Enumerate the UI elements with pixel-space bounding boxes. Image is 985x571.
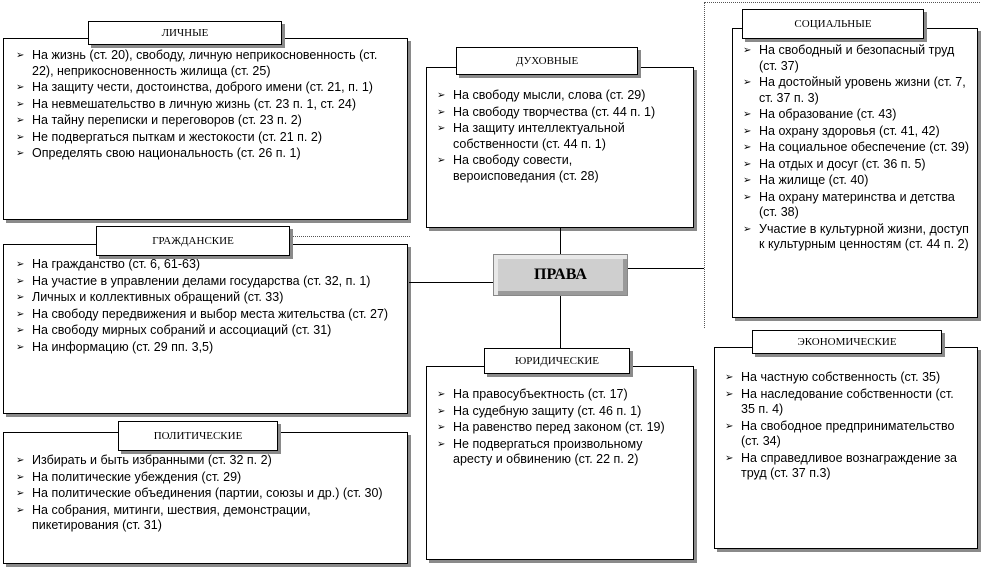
list-item: ➢ На наследование собственности (ст. 35 п. 4)	[725, 386, 954, 416]
economic-rights-list	[719, 370, 969, 483]
spiritual-rights-list	[431, 88, 671, 185]
arrow-bullet-icon: ➢	[16, 98, 25, 110]
economic-rights-box	[714, 347, 978, 549]
list-item: ➢ На охрану материнства и детства (ст. 38)	[743, 189, 955, 219]
list-item: ➢ Избирать и быть избранными (ст. 32 п. 2)	[16, 453, 272, 467]
personal-rights-title: ЛИЧНЫЕ	[88, 21, 282, 45]
political-rights-box	[3, 432, 408, 564]
civil-rights-title: ГРАЖДАНСКИЕ	[96, 226, 290, 256]
dotted-connector-vertical	[704, 2, 705, 328]
list-item: ➢ На информацию (ст. 29 пп. 3,5)	[16, 339, 214, 354]
list-item: ➢ На тайну переписки и переговоров (ст. 23 п. 2)	[16, 113, 302, 127]
list-item: ➢ На правосубъектность (ст. 17)	[437, 387, 628, 401]
political-rights-title: ПОЛИТИЧЕСКИЕ	[118, 421, 278, 451]
list-item: ➢ На свободный и безопасный труд (ст. 37)	[743, 43, 955, 73]
arrow-bullet-icon: ➢	[437, 438, 446, 450]
list-item: ➢ На отдых и досуг (ст. 36 п. 5)	[743, 156, 926, 171]
arrow-bullet-icon: ➢	[16, 325, 25, 336]
arrow-bullet-icon: ➢	[16, 292, 25, 303]
list-item: ➢ Не подвергаться пыткам и жестокости (ст. 21 п. 2)	[16, 129, 322, 144]
list-item: ➢ На собрания, митинги, шествия, демонстрации, пикетирования (ст. 31)	[16, 502, 311, 532]
arrow-bullet-icon: ➢	[743, 142, 752, 153]
arrow-bullet-icon: ➢	[437, 422, 446, 433]
list-item: ➢ На охрану здоровья (ст. 41, 42)	[743, 123, 940, 138]
list-item: ➢ Участие в культурной жизни, доступ к культурным ценностям (ст. 44 п. 2)	[743, 221, 969, 251]
arrow-bullet-icon: ➢	[725, 388, 734, 400]
economic-rights-title: ЭКОНОМИЧЕСКИЕ	[752, 330, 942, 354]
connector-spiritual	[560, 228, 561, 254]
arrow-bullet-icon: ➢	[437, 106, 446, 118]
connector-legal	[560, 296, 561, 348]
list-item: ➢ На образование (ст. 43)	[743, 107, 897, 121]
list-item: ➢ Не подвергаться произвольному аресту и обвинению (ст. 22 п. 2)	[437, 436, 643, 466]
list-item: ➢ На защиту чести, достоинства, доброго имени (ст. 21, п. 1)	[16, 80, 373, 94]
list-item: ➢ На справедливое вознаграждение за труд (ст. 37 п.3)	[725, 450, 957, 480]
spiritual-rights-title: ДУХОВНЫЕ	[456, 47, 638, 75]
legal-rights-box	[426, 366, 694, 560]
arrow-bullet-icon: ➢	[16, 259, 25, 270]
arrow-bullet-icon: ➢	[16, 504, 25, 516]
arrow-bullet-icon: ➢	[725, 452, 734, 464]
rights-center-node: ПРАВА	[493, 254, 628, 296]
arrow-bullet-icon: ➢	[437, 123, 446, 134]
arrow-bullet-icon: ➢	[743, 223, 752, 235]
arrow-bullet-icon: ➢	[16, 131, 25, 143]
list-item: ➢ На гражданство (ст. 6, 61-63)	[16, 257, 201, 271]
arrow-bullet-icon: ➢	[437, 389, 446, 400]
list-item: ➢ На свободу совести, вероисповедания (ст. 28)	[437, 153, 599, 183]
list-item: ➢ На социальное обеспечение (ст. 39)	[743, 140, 969, 154]
arrow-bullet-icon: ➢	[743, 109, 752, 120]
list-item: ➢ На свободу мысли, слова (ст. 29)	[437, 88, 646, 102]
arrow-bullet-icon: ➢	[725, 372, 734, 383]
list-item: ➢ На жилище (ст. 40)	[743, 173, 869, 187]
connector-right	[628, 268, 704, 269]
list-item: ➢ На свободное предпринимательство (ст. 34)	[725, 418, 955, 448]
list-item: ➢ На участие в управлении делами государства (ст. 32, п. 1)	[16, 273, 371, 288]
list-item: ➢ На частную собственность (ст. 35)	[725, 370, 941, 384]
arrow-bullet-icon: ➢	[743, 45, 752, 56]
arrow-bullet-icon: ➢	[16, 471, 25, 483]
list-item: ➢ На защиту интеллектуальной собственности (ст. 44 п. 1)	[437, 121, 625, 151]
list-item: ➢ Определять свою национальность (ст. 26 п. 1)	[16, 146, 301, 160]
list-item: ➢ На достойный уровень жизни (ст. 7, ст. 37 п. 3)	[743, 75, 966, 105]
list-item: ➢ На политические убеждения (ст. 29)	[16, 469, 242, 484]
political-rights-list	[10, 453, 390, 535]
arrow-bullet-icon: ➢	[16, 308, 25, 320]
civil-rights-box	[3, 244, 408, 414]
arrow-bullet-icon: ➢	[743, 77, 752, 88]
arrow-bullet-icon: ➢	[16, 82, 25, 93]
list-item: ➢ На свободу передвижения и выбор места жительства (ст. 27)	[16, 306, 389, 321]
social-rights-title: СОЦИАЛЬНЫЕ	[742, 9, 924, 39]
social-rights-box	[732, 28, 978, 318]
list-item: ➢ На равенство перед законом (ст. 19)	[437, 420, 665, 434]
social-rights-list	[737, 43, 973, 254]
spiritual-rights-box	[426, 67, 694, 228]
arrow-bullet-icon: ➢	[743, 175, 752, 186]
list-item: ➢ На судебную защиту (ст. 46 п. 1)	[437, 403, 642, 418]
arrow-bullet-icon: ➢	[743, 191, 752, 203]
personal-rights-list	[10, 48, 390, 163]
arrow-bullet-icon: ➢	[16, 488, 25, 499]
arrow-bullet-icon: ➢	[437, 155, 446, 166]
arrow-bullet-icon: ➢	[16, 115, 25, 126]
list-item: ➢ На свободу творчества (ст. 44 п. 1)	[437, 104, 656, 119]
arrow-bullet-icon: ➢	[16, 341, 25, 353]
arrow-bullet-icon: ➢	[437, 90, 446, 101]
civil-rights-list	[10, 257, 390, 356]
arrow-bullet-icon: ➢	[16, 148, 25, 159]
list-item: ➢ На невмешательство в личную жизнь (ст. 23 п. 1, ст. 24)	[16, 96, 357, 111]
legal-rights-list	[431, 387, 671, 469]
personal-rights-box	[3, 38, 408, 220]
arrow-bullet-icon: ➢	[16, 455, 25, 466]
list-item: ➢ На политические объединения (партии, союзы и др.) (ст. 30)	[16, 486, 383, 500]
arrow-bullet-icon: ➢	[16, 275, 25, 287]
list-item: ➢ На свободу мирных собраний и ассоциаций (ст. 31)	[16, 323, 332, 337]
arrow-bullet-icon: ➢	[725, 420, 734, 432]
arrow-bullet-icon: ➢	[16, 50, 25, 61]
legal-rights-title: ЮРИДИЧЕСКИЕ	[484, 348, 630, 374]
list-item: ➢ На жизнь (ст. 20), свободу, личную неприкосновенность (ст. 22), неприкосновенность жилища (ст. 25)	[16, 48, 378, 78]
list-item: ➢ Личных и коллективных обращений (ст. 33)	[16, 290, 284, 304]
arrow-bullet-icon: ➢	[437, 405, 446, 417]
connector-left	[409, 282, 493, 283]
dotted-connector-left	[280, 236, 410, 237]
dotted-connector-right	[704, 2, 980, 3]
arrow-bullet-icon: ➢	[743, 125, 752, 137]
arrow-bullet-icon: ➢	[743, 158, 752, 170]
